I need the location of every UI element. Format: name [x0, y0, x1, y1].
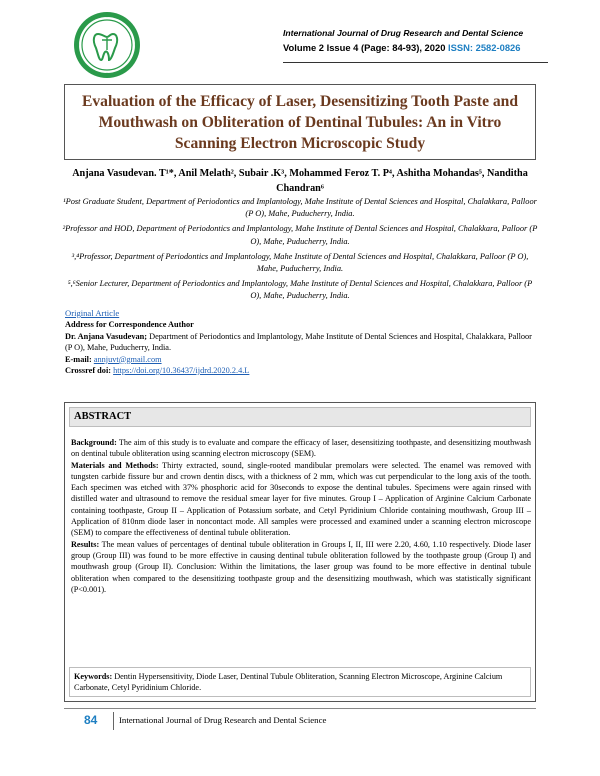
abstract-background [71, 437, 531, 460]
methods-text: Thirty extracted, sound, single-rooted mandibular premolars were selected. The enamel was removed with tungsten carbide fissure bur and crown dentin discs, with a thickness of 2 mm, which was cut perpendicular to the long axis of the tooth. Each specimen was etched with 37% phosphoric acid for 30seconds to expose the dentinal tubules. Specimens were again rinsed with distilled water and ultrasound to remove the residual smear layer for five minutes. Group I – Application of Arginine Calcium Carbonate containing toothpaste, Group II – Application of Potassium sorbate, and Cetyl Pyridinium Chloride containing mouthwash, Group III – Application of 810nm diode laser in noncontact mode. All samples were processed and examined under a scanning electron microscope (SEM) to compare the effectiveness of dentinal tubule obliteration. [71, 460, 531, 538]
abstract-body [71, 437, 531, 595]
authors: Anjana Vasudevan. T¹*, Anil Melath², Subair .K³, Mohammed Feroz T. P⁴, Ashitha Mohandas⁵, Nanditha Chandran⁶ [72, 168, 528, 194]
background-text: The aim of this study is to evaluate and compare the efficacy of laser, desensitizing toothpaste, and desensitizing mouthwash on dentinal tubule obliteration using scanning electron microscopy (SEM). [71, 438, 531, 459]
email-label: E-mail: [65, 354, 94, 364]
results-label: Results: [71, 539, 100, 549]
abstract-methods [71, 460, 531, 539]
correspondence-address-text: Department of Periodontics and Implantology, Mahe Institute of Dental Sciences and Hospital, Chalakkara, Palloor (P O), Mahe, Puducherry, India. [65, 331, 532, 353]
doi-link[interactable]: https://doi.org/10.36437/ijdrd.2020.2.4.L [113, 366, 250, 376]
footer-separator [113, 712, 114, 730]
volume-info: Volume 2 Issue 4 (Page: 84-93), 2020 [283, 42, 449, 53]
correspondence-name: Dr. Anjana Vasudevan; [65, 331, 147, 341]
page-footer [64, 710, 536, 732]
affiliation-1: ¹Post Graduate Student, Department of Periodontics and Implantology, Mahe Institute of Dental Sciences and Hospital, Chalakkara, Palloor (P O), Mahe, Puducherry, India. [63, 197, 537, 219]
page-number: 84 [84, 713, 98, 727]
volume-info-line [283, 42, 543, 53]
abstract-results [71, 539, 531, 595]
keywords-box [69, 667, 531, 697]
email-line [65, 354, 535, 365]
article-title: Evaluation of the Efficacy of Laser, Desensitizing Tooth Paste and Mouthwash on Obliteration of Dentinal Tubules: An in Vitro Scanning Electron Microscopic Study [81, 92, 519, 152]
affiliation-4: ⁵,⁶Senior Lecturer, Department of Periodontics and Implantology, Mahe Institute of Dental Sciences and Hospital, Chalakkara, Palloor (P O), Mahe, Puducherry, India. [67, 278, 533, 301]
doi-line [65, 365, 535, 376]
footer-rule [64, 708, 536, 709]
affiliation-3: ³,⁴Professor, Department of Periodontics and Implantology, Mahe Institute of Dental Sciences and Hospital, Chalakkara, Palloor (P O), Mahe, Puducherry, India. [71, 251, 529, 274]
correspondence-block [65, 308, 535, 376]
journal-header [283, 28, 543, 53]
methods-label: Materials and Methods: [71, 460, 159, 470]
email-link[interactable]: annjuvt@gmail.com [93, 354, 162, 364]
affiliations [62, 196, 538, 305]
header-rule [283, 62, 548, 63]
article-type-link[interactable]: Original Article [65, 308, 120, 318]
affiliation-2: ²Professor and HOD, Department of Periodontics and Implantology, Mahe Institute of Dental Sciences and Hospital, Chalakkara, Palloor (P O), Mahe, Puducherry, India. [62, 224, 538, 246]
results-text: The mean values of percentages of dentinal tubule obliteration in Groups I, II, III were 2.20, 4.60, 1.10 respectively. Diode laser group (Group III) was found to be more effective in causing dentinal tubule obliteration followed by the toothpaste group (Group I) and mouthwash group (Group II). Conclusion: Within the limitations, the laser group was found to be more effective in dentinal tubule obliteration when compared to the desensitizing toothpaste group and the desensitizing mouthwash, which was statistically significant (P<0.001). [71, 539, 531, 594]
abstract-heading: ABSTRACT [69, 407, 531, 427]
correspondence-address [65, 331, 535, 354]
keywords-label: Keywords: [74, 672, 113, 681]
keywords-text: Dentin Hypersensitivity, Diode Laser, Dentinal Tubule Obliteration, Scanning Electron Microscope, Arginine Calcium Carbonate, Cetyl Pyridinium Chloride. [74, 672, 503, 693]
correspondence-heading: Address for Correspondence Author [65, 320, 194, 330]
doi-label: Crossref doi: [65, 366, 114, 376]
background-label: Background: [71, 438, 117, 447]
journal-logo [72, 10, 142, 80]
footer-journal-name: International Journal of Drug Research and Dental Science [119, 715, 327, 725]
abstract-box [64, 402, 536, 702]
journal-name: International Journal of Drug Research and Dental Science [283, 28, 524, 38]
issn: ISSN: 2582-0826 [448, 42, 521, 53]
title-box [64, 84, 536, 160]
